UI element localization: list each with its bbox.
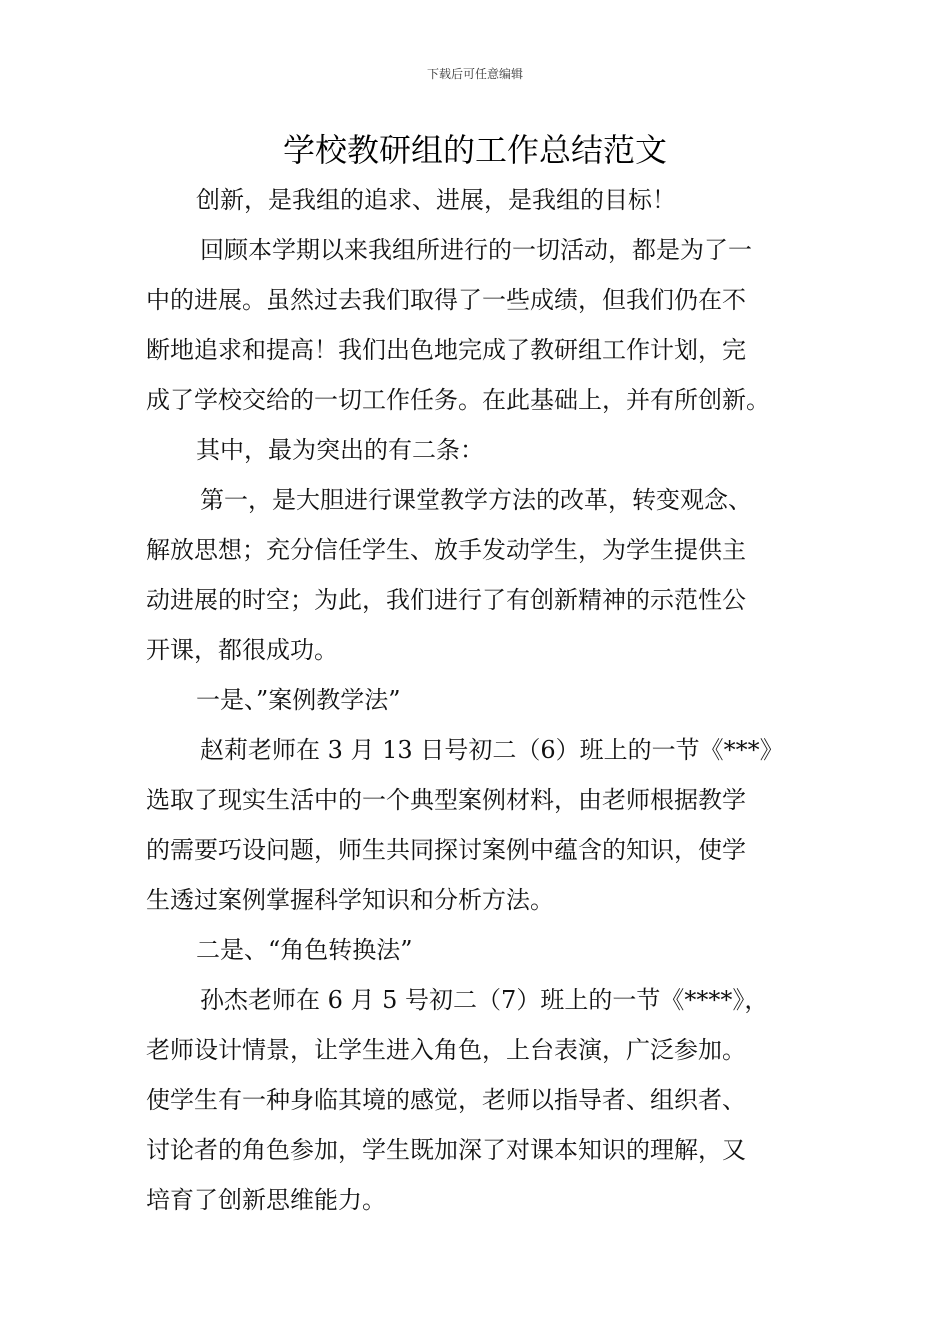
text-line: 开课，都很成功。	[146, 636, 338, 664]
text-line: 其中，最为突出的有二条：	[196, 436, 484, 464]
text-line: 讨论者的角色参加，学生既加深了对课本知识的理解，又	[146, 1136, 746, 1164]
text-line: 生透过案例掌握科学知识和分析方法。	[146, 886, 554, 914]
text-line: 动进展的时空；为此，我们进行了有创新精神的示范性公	[146, 586, 746, 614]
text-line: 成了学校交给的一切工作任务。在此基础上，并有所创新。	[146, 386, 770, 414]
text-line: 第一，是大胆进行课堂教学方法的改革，转变观念、	[200, 486, 752, 514]
text-line: 培育了创新思维能力。	[146, 1186, 386, 1214]
text-line: 的需要巧设问题，师生共同探讨案例中蕴含的知识，使学	[146, 836, 746, 864]
text-line: 回顾本学期以来我组所进行的一切活动，都是为了一	[200, 236, 752, 264]
text-line: 孙杰老师在 6 月 5 号初二（7）班上的一节《****》，	[200, 986, 769, 1014]
text-line: 使学生有一种身临其境的感觉，老师以指导者、组织者、	[146, 1086, 746, 1114]
text-line: 一是、”案例教学法”	[196, 686, 401, 714]
text-line: 二是、“角色转换法”	[196, 936, 413, 964]
text-line: 老师设计情景，让学生进入角色，上台表演，广泛参加。	[146, 1036, 746, 1064]
page-header: 下载后可任意编辑	[426, 67, 523, 81]
document-title: 学校教研组的工作总结范文	[282, 131, 667, 169]
text-line: 断地追求和提高！我们出色地完成了教研组工作计划，完	[146, 336, 746, 364]
text-line: 选取了现实生活中的一个典型案例材料，由老师根据教学	[146, 786, 746, 814]
text-line: 创新，是我组的追求、进展，是我组的目标！	[196, 186, 676, 214]
text-line: 解放思想；充分信任学生、放手发动学生，为学生提供主	[146, 536, 746, 564]
text-line: 中的进展。虽然过去我们取得了一些成绩，但我们仍在不	[146, 286, 746, 314]
text-line: 赵莉老师在 3 月 13 日号初二（6）班上的一节《***》	[200, 736, 784, 764]
